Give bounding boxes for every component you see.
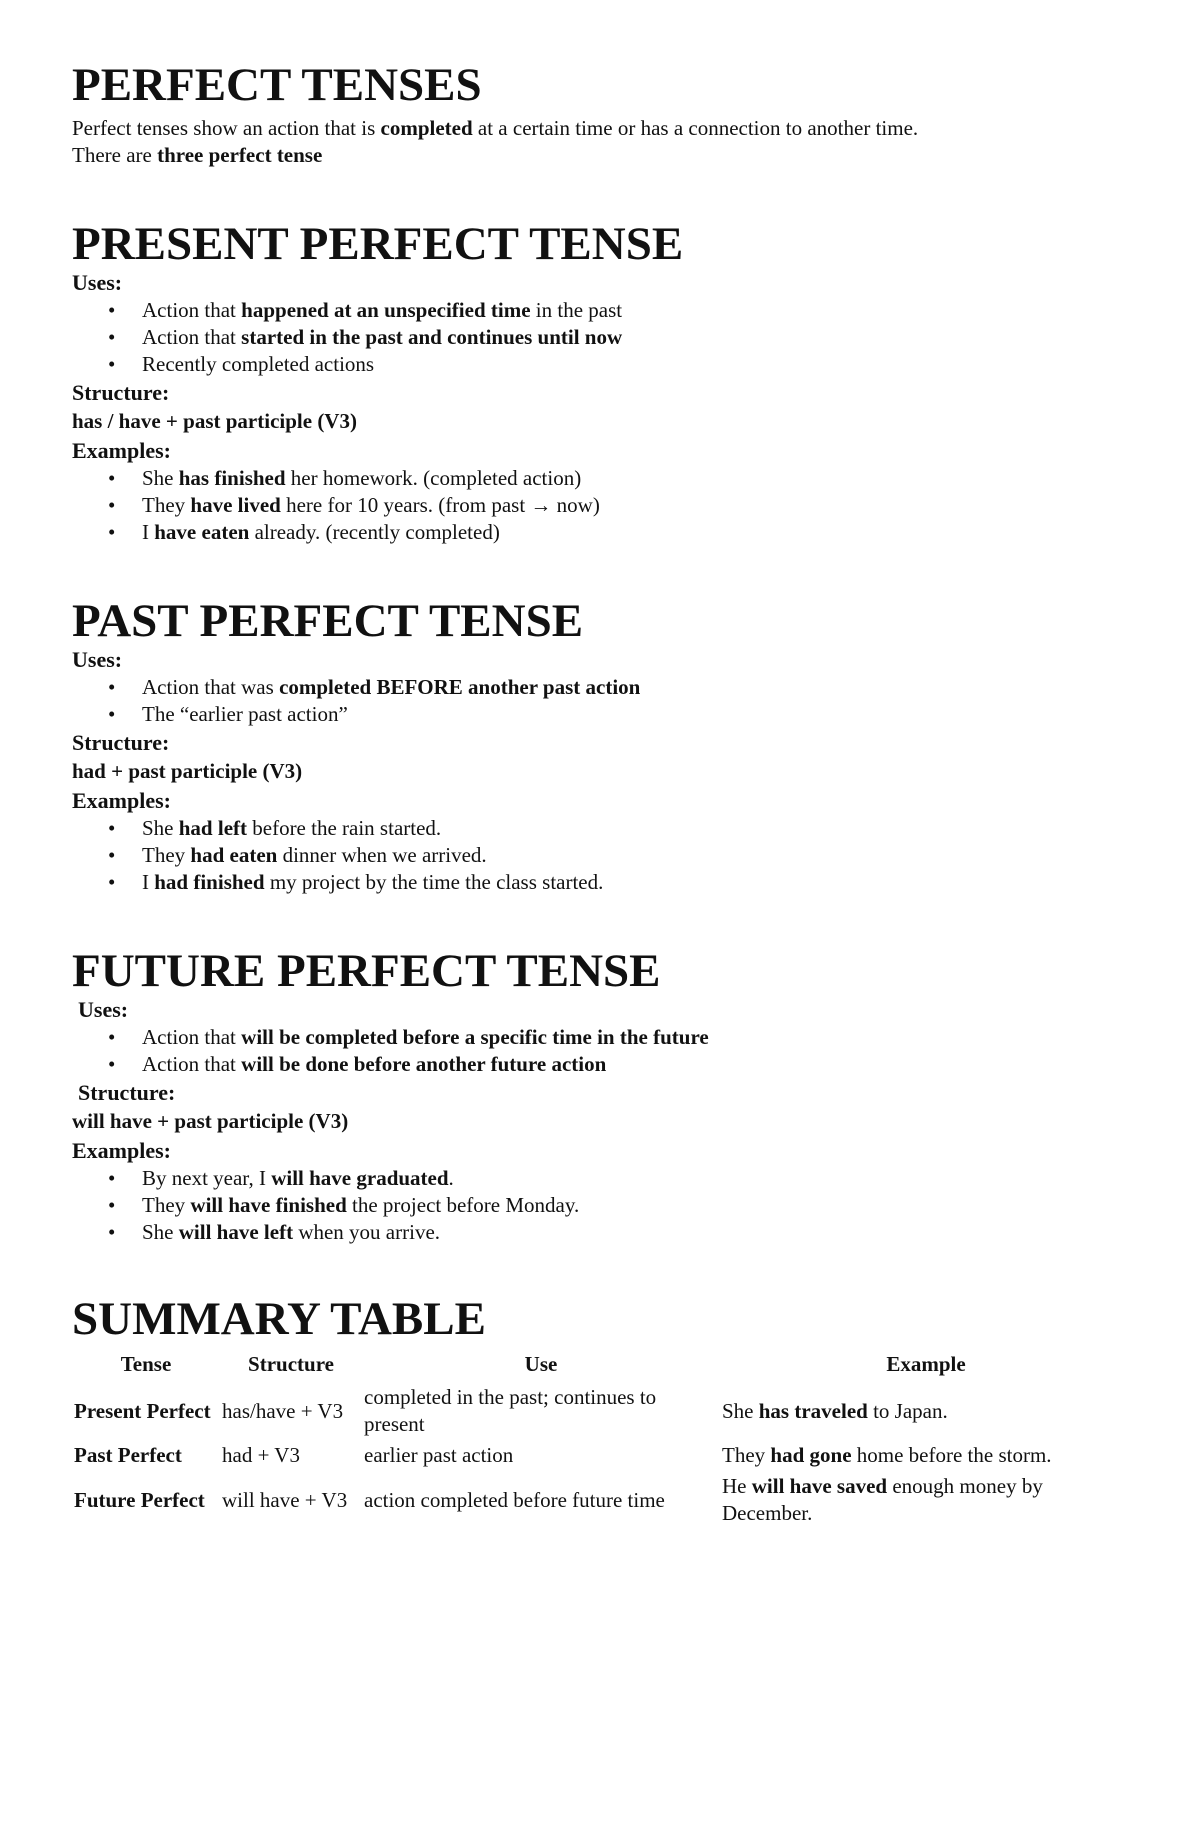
item-text: She (142, 816, 179, 840)
item-bold: will have graduated (271, 1166, 449, 1190)
document-page (72, 59, 1132, 1529)
examples-list (72, 815, 1132, 896)
item-text: Action that was (142, 675, 280, 699)
item-text: her homework. (completed action) (285, 466, 582, 490)
item-bold: will have left (178, 1220, 294, 1244)
bullet-icon: • (108, 466, 116, 490)
item-bold: had left (178, 816, 247, 840)
list-item (72, 1219, 1132, 1246)
table-header-row (72, 1351, 1132, 1382)
item-bold: will have finished (190, 1193, 347, 1217)
item-text: Action that (142, 298, 242, 322)
uses-label: Uses: (72, 647, 123, 672)
list-item (72, 1165, 1132, 1192)
list-item (72, 519, 1132, 546)
structure-label: Structure: (78, 1080, 176, 1105)
item-text: Action that (142, 1025, 242, 1049)
item-text: By next year, I (142, 1166, 272, 1190)
example-cell (720, 1471, 1132, 1529)
bullet-icon: • (108, 352, 116, 376)
intro-text: There are (72, 143, 158, 167)
column-header: Example (886, 1352, 966, 1376)
section-future-perfect (72, 945, 1132, 1246)
table-row (72, 1382, 1132, 1440)
examples-list (72, 1165, 1132, 1246)
intro-line-2 (72, 142, 1132, 169)
item-text: Recently completed actions (142, 352, 375, 376)
intro-paragraph (72, 115, 1132, 169)
item-text: the project before Monday. (346, 1193, 580, 1217)
bullet-icon: • (108, 493, 116, 517)
list-item (72, 351, 1132, 378)
structure-formula: will have + past participle (V3) (72, 1109, 349, 1133)
item-text: They (142, 493, 191, 517)
item-bold: had finished (154, 870, 265, 894)
use-cell: earlier past action (364, 1443, 514, 1467)
cell-text: They (722, 1443, 771, 1467)
column-header: Tense (120, 1352, 172, 1376)
structure-cell: will have + V3 (222, 1487, 348, 1512)
item-bold: happened at an unspecified time (241, 298, 531, 322)
item-text: The “earlier past action” (142, 702, 348, 726)
item-text: Action that (142, 325, 242, 349)
section-past-perfect (72, 595, 1132, 896)
list-item (72, 324, 1132, 351)
list-item (72, 465, 1132, 492)
cell-bold: will have saved (751, 1474, 888, 1498)
intro-line-1 (72, 115, 1132, 142)
use-cell: action completed before future time (364, 1487, 665, 1512)
item-text: here for 10 years. (from past → now) (280, 493, 600, 517)
list-item (72, 492, 1132, 519)
use-cell: completed in the past; continues to present (364, 1385, 657, 1436)
title: PERFECT TENSES (72, 59, 482, 111)
cell-text: to Japan. (867, 1398, 948, 1423)
item-text: in the past (530, 298, 623, 322)
item-text: . (448, 1166, 454, 1190)
item-bold: will be done before another future action (241, 1052, 607, 1076)
structure-formula: has / have + past participle (V3) (72, 409, 357, 433)
item-text: I (142, 520, 155, 544)
item-text: They (142, 843, 191, 867)
item-bold: have eaten (154, 520, 250, 544)
bullet-icon: • (108, 1193, 116, 1217)
bullet-icon: • (108, 1166, 116, 1190)
tense-cell: Past Perfect (74, 1443, 182, 1467)
cell-text: He (722, 1474, 752, 1498)
structure-formula: had + past participle (V3) (72, 759, 303, 783)
tense-cell: Future Perfect (74, 1487, 205, 1512)
cell-bold: has traveled (758, 1398, 868, 1423)
item-bold: had eaten (190, 843, 278, 867)
bullet-icon: • (108, 675, 116, 699)
item-text: I (142, 870, 155, 894)
intro-bold: completed (380, 116, 473, 140)
examples-list (72, 465, 1132, 546)
section-heading: PAST PERFECT TENSE (72, 595, 584, 647)
table-row (72, 1471, 1132, 1529)
item-text: dinner when we arrived. (277, 843, 487, 867)
section-summary (72, 1293, 1132, 1529)
item-bold: completed BEFORE another past action (279, 675, 641, 699)
structure-cell: has/have + V3 (222, 1398, 344, 1423)
tense-cell: Present Perfect (74, 1398, 211, 1423)
item-bold: has finished (178, 466, 286, 490)
intro-bold: three perfect tense (157, 143, 323, 167)
item-text: before the rain started. (247, 816, 442, 840)
item-bold: will be completed before a specific time in the future (241, 1025, 709, 1049)
section-present-perfect (72, 218, 1132, 546)
item-bold: started in the past and continues until now (241, 325, 623, 349)
bullet-icon: • (108, 1220, 116, 1244)
cell-bold: had gone (770, 1443, 852, 1467)
bullet-icon: • (108, 816, 116, 840)
bullet-icon: • (108, 1025, 116, 1049)
examples-label: Examples: (72, 438, 171, 463)
item-text: when you arrive. (293, 1220, 441, 1244)
bullet-icon: • (108, 298, 116, 322)
bullet-icon: • (108, 843, 116, 867)
item-text: my project by the time the class started. (264, 870, 604, 894)
list-item (72, 869, 1132, 896)
list-item (72, 674, 1132, 701)
structure-cell: had + V3 (222, 1443, 300, 1467)
intro-text: at a certain time or has a connection to another time. (472, 116, 919, 140)
list-item (72, 1051, 1132, 1078)
uses-list (72, 674, 1132, 728)
list-item (72, 297, 1132, 324)
uses-label: Uses: (72, 270, 123, 295)
examples-label: Examples: (72, 1138, 171, 1163)
bullet-icon: • (108, 325, 116, 349)
section-heading: SUMMARY TABLE (72, 1293, 486, 1345)
table-row (72, 1440, 1132, 1471)
example-cell (720, 1440, 1132, 1471)
cell-text: enough money by December. (722, 1474, 1043, 1525)
bullet-icon: • (108, 520, 116, 544)
section-heading: PRESENT PERFECT TENSE (72, 218, 684, 270)
cell-text: She (722, 1398, 759, 1423)
list-item (72, 1024, 1132, 1051)
intro-text: Perfect tenses show an action that is (72, 116, 381, 140)
item-text: They (142, 1193, 191, 1217)
list-item (72, 815, 1132, 842)
list-item (72, 1192, 1132, 1219)
item-text: She (142, 466, 179, 490)
uses-list (72, 1024, 1132, 1078)
cell-text: home before the storm. (851, 1443, 1052, 1467)
summary-table (72, 1351, 1132, 1529)
bullet-icon: • (108, 702, 116, 726)
column-header: Use (524, 1352, 558, 1376)
section-heading: FUTURE PERFECT TENSE (72, 945, 661, 997)
item-text: Action that (142, 1052, 242, 1076)
column-header: Structure (248, 1352, 334, 1376)
item-text: She (142, 1220, 179, 1244)
uses-label: Uses: (78, 997, 129, 1022)
structure-label: Structure: (72, 730, 170, 755)
example-cell (720, 1382, 1132, 1440)
item-bold: have lived (190, 493, 281, 517)
item-text: already. (recently completed) (249, 520, 500, 544)
list-item (72, 701, 1132, 728)
bullet-icon: • (108, 870, 116, 894)
uses-list (72, 297, 1132, 378)
list-item (72, 842, 1132, 869)
examples-label: Examples: (72, 788, 171, 813)
structure-label: Structure: (72, 380, 170, 405)
bullet-icon: • (108, 1052, 116, 1076)
